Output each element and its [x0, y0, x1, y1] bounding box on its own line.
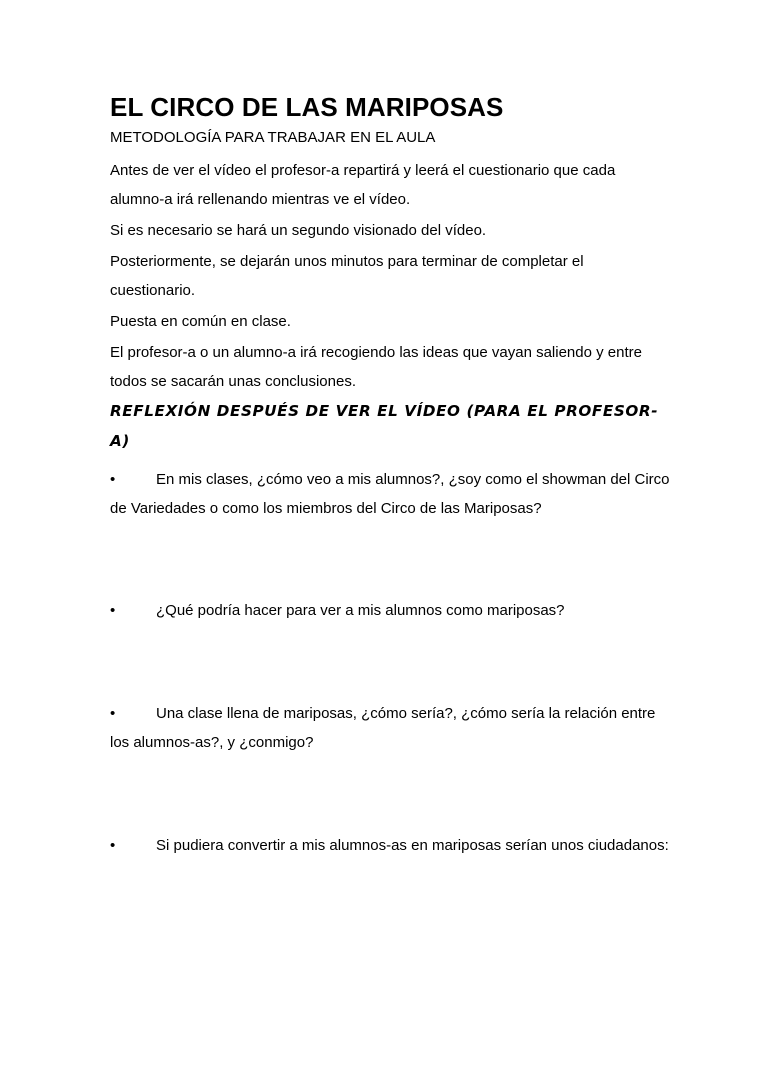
- question-text: En mis clases, ¿cómo veo a mis alumnos?, ¿soy como el showman del Circo de Variedades o como los miembros del Circo de las Mariposas?: [110, 471, 670, 517]
- question-text: Si pudiera convertir a mis alumnos-as en mariposas serían unos ciudadanos:: [156, 837, 669, 854]
- bullet-icon: •: [110, 837, 116, 854]
- question-item: [110, 465, 670, 523]
- paragraph-instructions: Antes de ver el vídeo el profesor-a repartirá y leerá el cuestionario que cada alumno-a irá rellenando mientras ve el vídeo.: [110, 162, 616, 208]
- paragraph-complete-questionnaire: Posteriormente, se dejarán unos minutos para terminar de completar el cuestionario.: [110, 253, 584, 299]
- question-text: Una clase llena de mariposas, ¿cómo sería?, ¿cómo sería la relación entre los alumnos-as?, y ¿conmigo?: [110, 705, 656, 751]
- paragraph-second-viewing: Si es necesario se hará un segundo visionado del vídeo.: [110, 222, 487, 239]
- paragraph-group-sharing: Puesta en común en clase.: [110, 313, 291, 330]
- bullet-icon: •: [110, 471, 116, 488]
- bullet-icon: •: [110, 705, 116, 722]
- document-title: EL CIRCO DE LAS MARIPOSAS: [110, 92, 504, 122]
- question-item: [110, 831, 670, 860]
- paragraph-conclusions: El profesor-a o un alumno-a irá recogiendo las ideas que vayan saliendo y entre todos se sacarán unas conclusiones.: [110, 344, 642, 390]
- question-text: ¿Qué podría hacer para ver a mis alumnos como mariposas?: [156, 602, 565, 619]
- question-item: [110, 699, 670, 757]
- reflection-heading: REFLEXIÓN DESPUÉS DE VER EL VÍDEO (PARA EL PROFESOR-A): [110, 402, 659, 450]
- question-item: [110, 596, 670, 625]
- document-page: [110, 90, 670, 860]
- document-subtitle: METODOLOGÍA PARA TRABAJAR EN EL AULA: [110, 129, 436, 146]
- bullet-icon: •: [110, 602, 116, 619]
